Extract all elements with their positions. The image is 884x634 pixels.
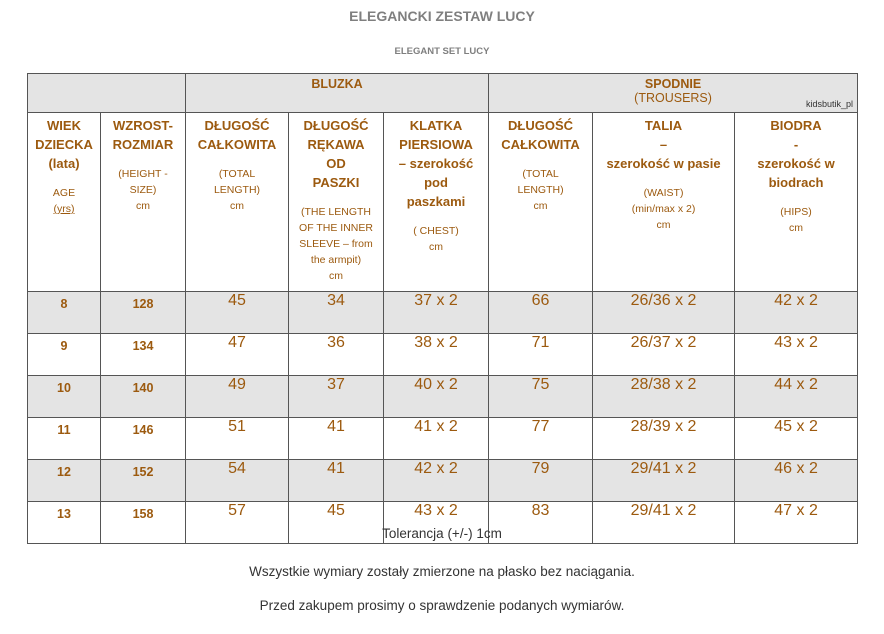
column-header-unit: cm — [656, 219, 671, 231]
header-english-line: (min/max x 2) — [631, 203, 696, 215]
column-header-english — [186, 166, 288, 198]
table-cell-hips: 42 x 2 — [735, 292, 858, 334]
table-cell-age: 10 — [28, 376, 101, 418]
column-header-trousers-length — [489, 113, 593, 292]
header-title-line: ROZMIAR — [112, 137, 174, 152]
group-spodnie-label: SPODNIE — [644, 77, 702, 91]
table-cell-age: 11 — [28, 418, 101, 460]
group-bluzka — [186, 74, 489, 113]
header-english-line: the armpit) — [310, 254, 362, 266]
header-title-line: DŁUGOŚĆ — [303, 118, 369, 133]
column-header-chest — [384, 113, 489, 292]
header-title-line: szerokość w pasie — [606, 156, 721, 171]
header-english-line: ( CHEST) — [413, 225, 459, 237]
table-cell-height-size: 146 — [101, 418, 186, 460]
table-cell-sleeve-length: 36 — [289, 334, 384, 376]
column-header-english — [28, 185, 100, 201]
column-header-english — [593, 185, 734, 217]
header-title-line: – szerokość — [398, 156, 474, 171]
brand-watermark: kidsbutik_pl — [806, 99, 854, 109]
table-row — [28, 334, 858, 376]
group-spodnie-en-label: (TROUSERS) — [634, 91, 712, 105]
table-cell-chest: 42 x 2 — [384, 460, 489, 502]
column-header-title — [384, 113, 488, 211]
column-header-title — [186, 113, 288, 154]
column-header-unit: (yrs) — [53, 203, 75, 215]
table-cell-blouse-length: 49 — [186, 376, 289, 418]
header-english-line: AGE — [52, 187, 76, 199]
table-cell-waist: 26/36 x 2 — [593, 292, 735, 334]
header-title-line: pod — [424, 175, 448, 190]
page-subtitle: ELEGANT SET LUCY — [394, 46, 490, 57]
header-english-line: (THE LENGTH — [300, 206, 371, 218]
table-cell-age: 9 — [28, 334, 101, 376]
column-header-title — [735, 113, 857, 192]
tolerance-note: Tolerancja (+/-) 1cm — [382, 526, 502, 541]
table-cell-chest: 40 x 2 — [384, 376, 489, 418]
header-english-line: LENGTH) — [213, 184, 261, 196]
table-row — [28, 418, 858, 460]
header-title-line: DŁUGOŚĆ — [508, 118, 574, 133]
table-cell-hips: 43 x 2 — [735, 334, 858, 376]
table-cell-waist: 29/41 x 2 — [593, 460, 735, 502]
table-body — [28, 292, 858, 544]
header-title-line: CAŁKOWITA — [501, 137, 580, 152]
column-header-title — [593, 113, 734, 173]
column-header-english — [735, 204, 857, 220]
header-title-line: szerokość w — [757, 156, 835, 171]
table-cell-height-size: 128 — [101, 292, 186, 334]
column-header-english — [101, 166, 185, 198]
column-header-unit: cm — [329, 270, 343, 282]
table-cell-height-size: 134 — [101, 334, 186, 376]
table-cell-sleeve-length: 41 — [289, 418, 384, 460]
column-header-age — [28, 113, 101, 292]
header-english-line: LENGTH) — [517, 184, 564, 196]
column-header-title — [289, 113, 383, 192]
header-title-line: CAŁKOWITA — [197, 137, 277, 152]
table-cell-blouse-length: 57 — [186, 502, 289, 544]
table-cell-trousers-length: 71 — [489, 334, 593, 376]
header-title-line: – — [659, 137, 668, 152]
table-cell-trousers-length: 79 — [489, 460, 593, 502]
table-cell-chest: 41 x 2 — [384, 418, 489, 460]
table-cell-trousers-length: 77 — [489, 418, 593, 460]
header-english-line: (HIPS) — [780, 206, 812, 218]
header-title-line: biodrach — [768, 175, 824, 190]
table-cell-age: 13 — [28, 502, 101, 544]
column-header-hips — [735, 113, 858, 292]
header-title-line: - — [793, 137, 799, 152]
header-title-line: KLATKA — [409, 118, 463, 133]
table-cell-age: 12 — [28, 460, 101, 502]
table-cell-sleeve-length: 34 — [289, 292, 384, 334]
table-cell-hips: 44 x 2 — [735, 376, 858, 418]
group-bluzka-label: BLUZKA — [311, 77, 363, 91]
header-title-line: PIERSIOWA — [399, 137, 473, 152]
group-empty-cell — [28, 74, 186, 113]
column-header-english — [384, 223, 488, 239]
header-title-line: WZROST- — [113, 118, 173, 133]
table-cell-trousers-length: 66 — [489, 292, 593, 334]
column-header-row — [28, 113, 858, 292]
header-english-line: (TOTAL — [218, 168, 256, 180]
table-cell-blouse-length: 45 — [186, 292, 289, 334]
page-title: ELEGANCKI ZESTAW LUCY — [349, 8, 535, 24]
table-cell-waist: 26/37 x 2 — [593, 334, 735, 376]
flat-measure-note: Wszystkie wymiary zostały zmierzone na płasko bez naciągania. — [249, 564, 635, 579]
check-sizes-note: Przed zakupem prosimy o sprawdzenie podanych wymiarów. — [259, 598, 625, 613]
table-cell-height-size: 152 — [101, 460, 186, 502]
column-header-unit: cm — [533, 200, 548, 212]
table-cell-hips: 45 x 2 — [735, 418, 858, 460]
header-title-line: (lata) — [48, 156, 80, 171]
header-title-line: DZIECKA — [35, 137, 93, 152]
table-cell-blouse-length: 51 — [186, 418, 289, 460]
table-cell-trousers-length: 75 — [489, 376, 593, 418]
header-english-line: SIZE) — [129, 184, 157, 196]
table-cell-height-size: 140 — [101, 376, 186, 418]
table-cell-waist: 29/41 x 2 — [593, 502, 735, 544]
header-english-line: OF THE INNER — [299, 222, 373, 234]
column-header-blouse-length — [186, 113, 289, 292]
table-cell-sleeve-length: 41 — [289, 460, 384, 502]
header-title-line: PASZKI — [312, 175, 360, 190]
header-title-line: TALIA — [644, 118, 683, 133]
column-header-english — [489, 166, 592, 198]
group-spodnie — [489, 74, 858, 113]
header-english-line: SLEEVE – from — [299, 238, 373, 250]
header-title-line: OD — [326, 156, 346, 171]
column-header-unit: cm — [429, 241, 444, 253]
group-header-row — [28, 74, 858, 113]
column-header-title — [28, 113, 100, 173]
table-cell-height-size: 158 — [101, 502, 186, 544]
header-english-line: (TOTAL — [522, 168, 559, 180]
column-header-sleeve-length — [289, 113, 384, 292]
column-header-title — [101, 113, 185, 154]
size-table — [27, 73, 858, 544]
table-row — [28, 460, 858, 502]
table-cell-age: 8 — [28, 292, 101, 334]
column-header-unit: cm — [136, 200, 150, 212]
header-title-line: DŁUGOŚĆ — [204, 118, 270, 133]
column-header-unit: cm — [230, 200, 244, 212]
table-cell-hips: 46 x 2 — [735, 460, 858, 502]
column-header-unit: cm — [789, 222, 804, 234]
table-cell-trousers-length: 83 — [489, 502, 593, 544]
table-cell-chest: 43 x 2 — [384, 502, 489, 544]
header-title-line: paszkami — [406, 194, 466, 209]
header-title-line: WIEK — [47, 118, 81, 133]
column-header-waist — [593, 113, 735, 292]
table-row — [28, 292, 858, 334]
table-row — [28, 376, 858, 418]
table-cell-hips: 47 x 2 — [735, 502, 858, 544]
table-cell-waist: 28/38 x 2 — [593, 376, 735, 418]
header-title-line: RĘKAWA — [307, 137, 365, 152]
table-cell-waist: 28/39 x 2 — [593, 418, 735, 460]
header-title-line: BIODRA — [770, 118, 822, 133]
column-header-height-size — [101, 113, 186, 292]
table-cell-chest: 37 x 2 — [384, 292, 489, 334]
table-cell-sleeve-length: 37 — [289, 376, 384, 418]
header-english-line: (HEIGHT - — [118, 168, 168, 180]
header-english-line: (WAIST) — [643, 187, 684, 199]
table-cell-blouse-length: 47 — [186, 334, 289, 376]
table-cell-blouse-length: 54 — [186, 460, 289, 502]
column-header-english — [289, 204, 383, 268]
table-cell-sleeve-length: 45 — [289, 502, 384, 544]
column-header-title — [489, 113, 592, 154]
table-cell-chest: 38 x 2 — [384, 334, 489, 376]
